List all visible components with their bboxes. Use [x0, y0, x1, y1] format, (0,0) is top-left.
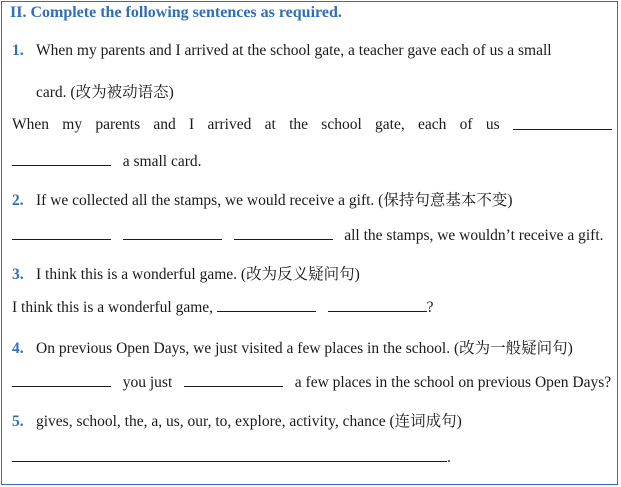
question-1-number: 1.	[12, 42, 24, 59]
question-5-answer-end: .	[447, 449, 451, 466]
answer-word: parents	[95, 116, 141, 133]
question-5-answer-line	[12, 448, 612, 467]
answer-word: When	[12, 116, 50, 133]
answer-word: my	[62, 116, 83, 133]
answer-blank[interactable]	[12, 226, 111, 240]
answer-word: I	[189, 116, 195, 133]
answer-word: school	[321, 116, 362, 133]
question-1	[12, 42, 612, 60]
question-4-text: On previous Open Days, we just visited a few places in the school. (改为一般疑问句)	[36, 340, 573, 357]
answer-word: gate,	[375, 116, 405, 133]
question-2-answer-line	[12, 226, 612, 245]
question-3-number: 3.	[12, 266, 24, 283]
answer-blank[interactable]	[184, 373, 283, 387]
answer-word: of	[459, 116, 473, 133]
answer-blank[interactable]	[123, 226, 222, 240]
question-1-answer-line-2	[12, 152, 612, 171]
question-1-text-b: card. (改为被动语态)	[36, 84, 174, 101]
answer-word: arrived	[207, 116, 252, 133]
question-2-answer-tail: all the stamps, we wouldn’t receive a gift.	[344, 227, 604, 244]
question-5	[12, 409, 612, 431]
answer-blank[interactable]	[328, 298, 427, 312]
question-5-text: gives, school, the, a, us, our, to, explore, activity, chance (连词成句)	[36, 413, 462, 430]
answer-blank[interactable]	[12, 373, 111, 387]
question-2-number: 2.	[12, 192, 24, 209]
answer-blank[interactable]	[513, 116, 612, 130]
answer-word: and	[153, 116, 176, 133]
question-3-text: I think this is a wonderful game. (改为反义疑问句)	[36, 266, 360, 283]
question-3-answer-lead: I think this is a wonderful game,	[12, 299, 214, 316]
answer-word: the	[289, 116, 309, 133]
question-4-answer-mid: you just	[122, 374, 173, 391]
answer-blank[interactable]	[12, 448, 447, 462]
answer-word: each	[418, 116, 447, 133]
question-2-text: If we collected all the stamps, we would receive a gift. (保持句意基本不变)	[36, 192, 513, 209]
answer-word: us	[485, 116, 500, 133]
answer-blank[interactable]	[234, 226, 333, 240]
answer-blank[interactable]	[12, 152, 111, 166]
question-5-number: 5.	[12, 413, 24, 430]
question-4	[12, 336, 612, 358]
question-4-answer-tail: a few places in the school on previous Open Days?	[294, 374, 612, 391]
question-3-answer-line	[12, 298, 612, 317]
section-title: II. Complete the following sentences as required.	[10, 4, 342, 21]
question-4-number: 4.	[12, 340, 24, 357]
question-1-text-a: When my parents and I arrived at the school gate, a teacher gave each of us a small	[36, 42, 552, 59]
question-3	[12, 262, 612, 284]
question-1-answer-tail: a small card.	[122, 153, 202, 170]
question-1-answer-line-1	[12, 116, 612, 134]
question-3-answer-end: ?	[426, 299, 434, 316]
question-2	[12, 188, 612, 210]
answer-blank[interactable]	[217, 298, 316, 312]
question-1-line-a	[12, 42, 612, 60]
answer-word: at	[264, 116, 276, 133]
question-4-answer-line	[12, 373, 612, 392]
